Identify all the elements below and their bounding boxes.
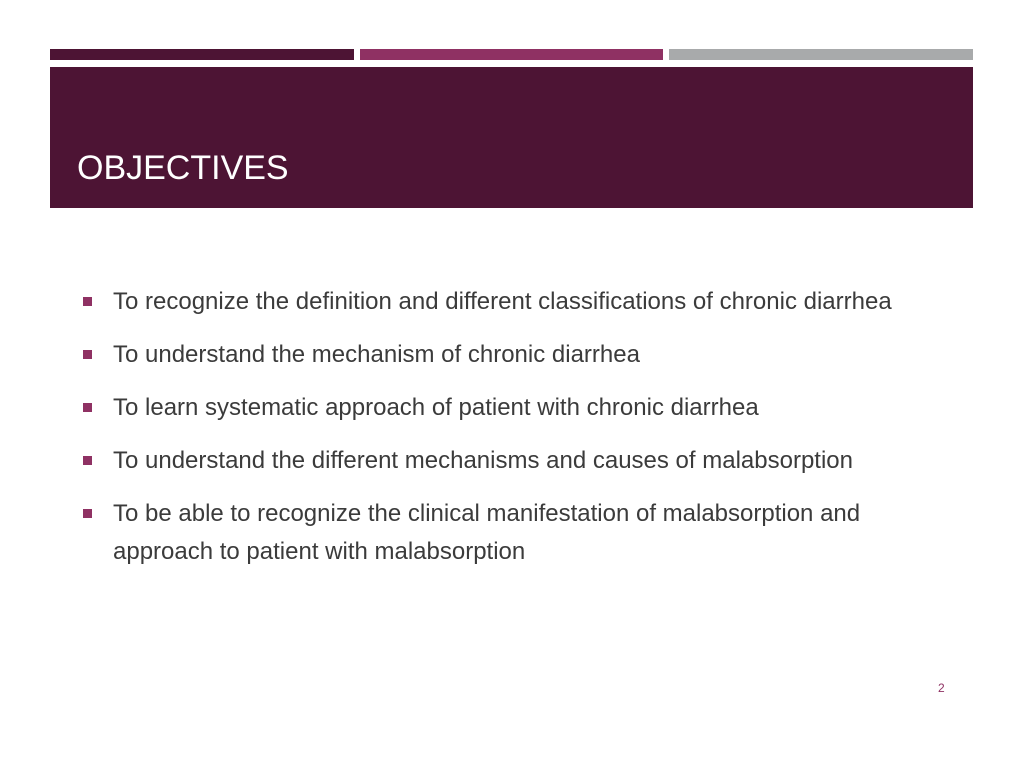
square-bullet-icon (83, 509, 92, 518)
bullet-text: To recognize the definition and different classifications of chronic diarrhea (113, 288, 892, 315)
list-item (80, 336, 900, 374)
list-item (80, 389, 900, 427)
list-item (80, 283, 900, 321)
accent-bar-magenta (360, 49, 663, 60)
square-bullet-icon (83, 297, 92, 306)
square-bullet-icon (83, 350, 92, 359)
bullet-text: To be able to recognize the clinical manifestation of malabsorption and approach to patient with malabsorption (113, 500, 861, 565)
square-bullet-icon (83, 456, 92, 465)
list-item (80, 442, 900, 480)
page-number: 2 (938, 681, 945, 695)
bullet-text: To understand the mechanism of chronic diarrhea (113, 341, 640, 368)
accent-bar-dark (50, 49, 354, 60)
bullet-text: To learn systematic approach of patient with chronic diarrhea (113, 394, 759, 421)
objectives-list (80, 283, 900, 586)
square-bullet-icon (83, 403, 92, 412)
slide-title: OBJECTIVES (77, 149, 289, 187)
accent-bar-gray (669, 49, 973, 60)
list-item (80, 495, 900, 571)
title-band (50, 67, 973, 208)
bullet-text: To understand the different mechanisms and causes of malabsorption (113, 447, 853, 474)
